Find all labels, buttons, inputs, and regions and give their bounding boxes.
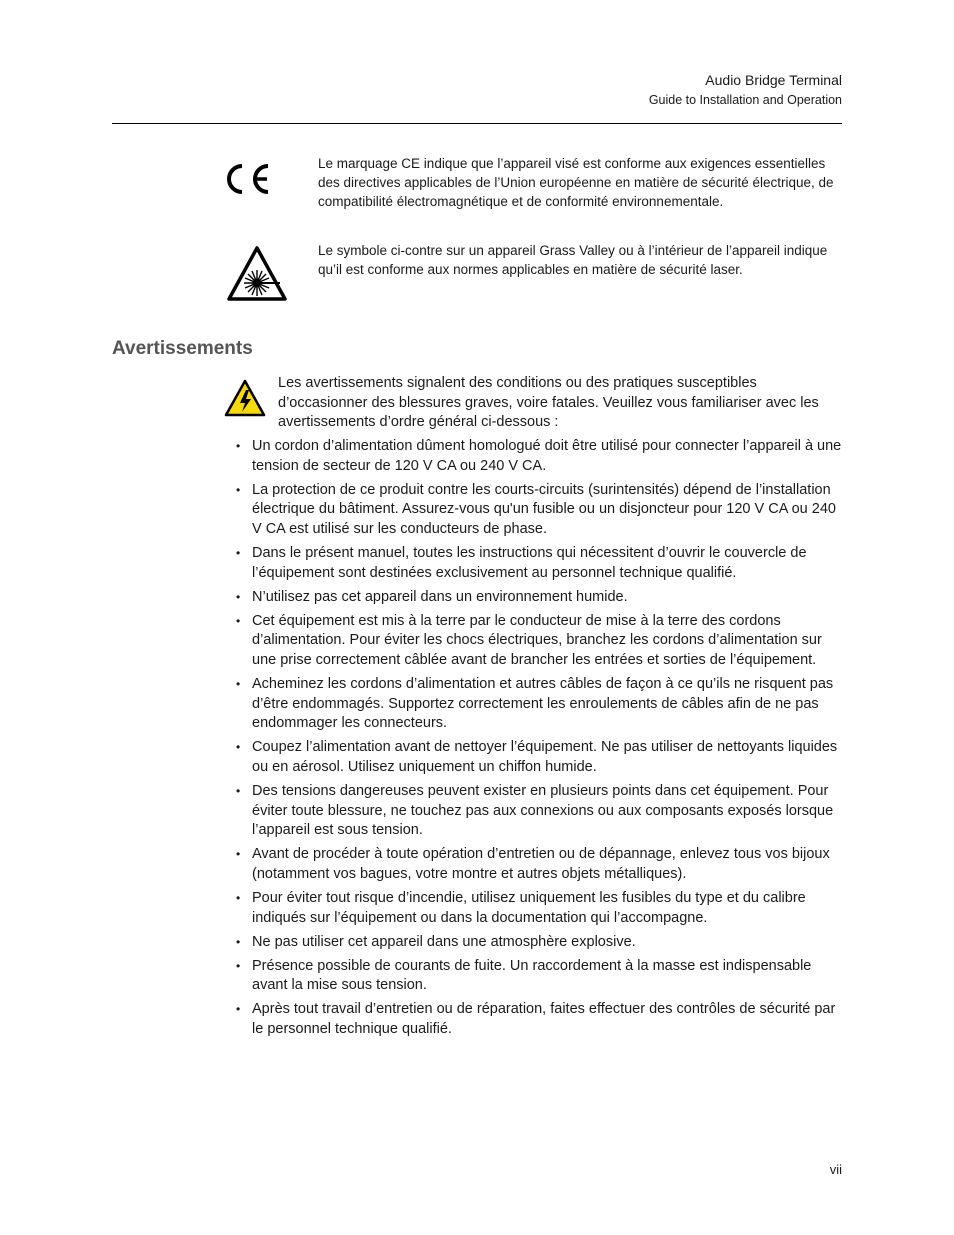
laser-description: Le symbole ci-contre sur un appareil Grass Valley ou à l’intérieur de l’appareil indique qu’il est conforme aux normes applicables en matière de sécurité laser. bbox=[318, 243, 828, 277]
running-header bbox=[649, 70, 842, 110]
list-item: • N’utilisez pas cet appareil dans un environnement humide. bbox=[236, 588, 842, 608]
list-item: • Dans le présent manuel, toutes les instructions qui nécessitent d’ouvrir le couvercle de l’équipement sont destinées exclusivement au personnel technique qualifié. bbox=[236, 544, 842, 583]
warning-list bbox=[236, 437, 842, 1044]
warning-intro-text: Les avertissements signalent des conditions ou des pratiques susceptibles d’occasionner des blessures graves, voire fatales. Veuillez vous familiariser avec les avertissements d’ordre général ci-dessous : bbox=[278, 375, 819, 431]
ce-mark-icon bbox=[222, 162, 276, 196]
list-item: • Avant de procéder à toute opération d’entretien ou de dépannage, enlevez tous vos bijoux (notamment vos bagues, votre montre et autres objets métalliques). bbox=[236, 845, 842, 884]
list-item: • La protection de ce produit contre les courts-circuits (surintensités) dépend de l’installation électrique du bâtiment. Assurez-vous qu'un fusible ou un disjoncteur pour 120 V CA ou 240 V CA est utilisé sur les conducteurs de phase. bbox=[236, 481, 842, 540]
list-item: • Acheminez les cordons d’alimentation et autres câbles de façon à ce qu’ils ne risquent pas d’être endommagés. Supportez correctement les enroulements de câbles afin de ne pas endommager les connecteurs. bbox=[236, 675, 842, 734]
list-item: • Cet équipement est mis à la terre par le conducteur de mise à la terre des cordons d’alimentation. Pour éviter les chocs électriques, branchez les cordons d’alimentation sur une prise correctement câblée avant de brancher les entrées et sorties de l’équipement. bbox=[236, 612, 842, 671]
header-rule bbox=[112, 123, 842, 124]
header-title: Audio Bridge Terminal bbox=[705, 72, 842, 88]
ce-description: Le marquage CE indique que l’appareil visé est conforme aux exigences essentielles des directives applicables de l’Union européenne en matière de sécurité électrique, de compatibilité électromagnétique et de conformité environnementale. bbox=[318, 156, 834, 209]
list-item: • Des tensions dangereuses peuvent exister en plusieurs points dans cet équipement. Pour éviter toute blessure, ne touchez pas aux connexions ou aux composants exposés lorsque l’appareil est sous tension. bbox=[236, 782, 842, 841]
list-item: • Après tout travail d’entretien ou de réparation, faites effectuer des contrôles de sécurité par le personnel technique qualifié. bbox=[236, 1000, 842, 1039]
list-item: • Un cordon d’alimentation dûment homologué doit être utilisé pour connecter l’appareil à une tension de secteur de 120 V CA ou 240 V CA. bbox=[236, 437, 842, 476]
list-item: • Pour éviter tout risque d’incendie, utilisez uniquement les fusibles du type et du calibre indiqués sur l’équipement ou dans la documentation qui l’accompagne. bbox=[236, 889, 842, 928]
header-subtitle: Guide to Installation and Operation bbox=[648, 93, 842, 107]
electrical-hazard-icon bbox=[224, 379, 266, 417]
list-item: • Présence possible de courants de fuite. Un raccordement à la masse est indispensable avant la mise sous tension. bbox=[236, 957, 842, 996]
list-item: • Coupez l’alimentation avant de nettoyer l’équipement. Ne pas utiliser de nettoyants liquides ou en aérosol. Utilisez uniquement un chiffon humide. bbox=[236, 738, 842, 777]
section-title: Avertissements bbox=[112, 338, 253, 359]
list-item: • Ne pas utiliser cet appareil dans une atmosphère explosive. bbox=[236, 933, 842, 953]
laser-warning-icon bbox=[226, 245, 288, 302]
page-number: vii bbox=[829, 1162, 842, 1177]
